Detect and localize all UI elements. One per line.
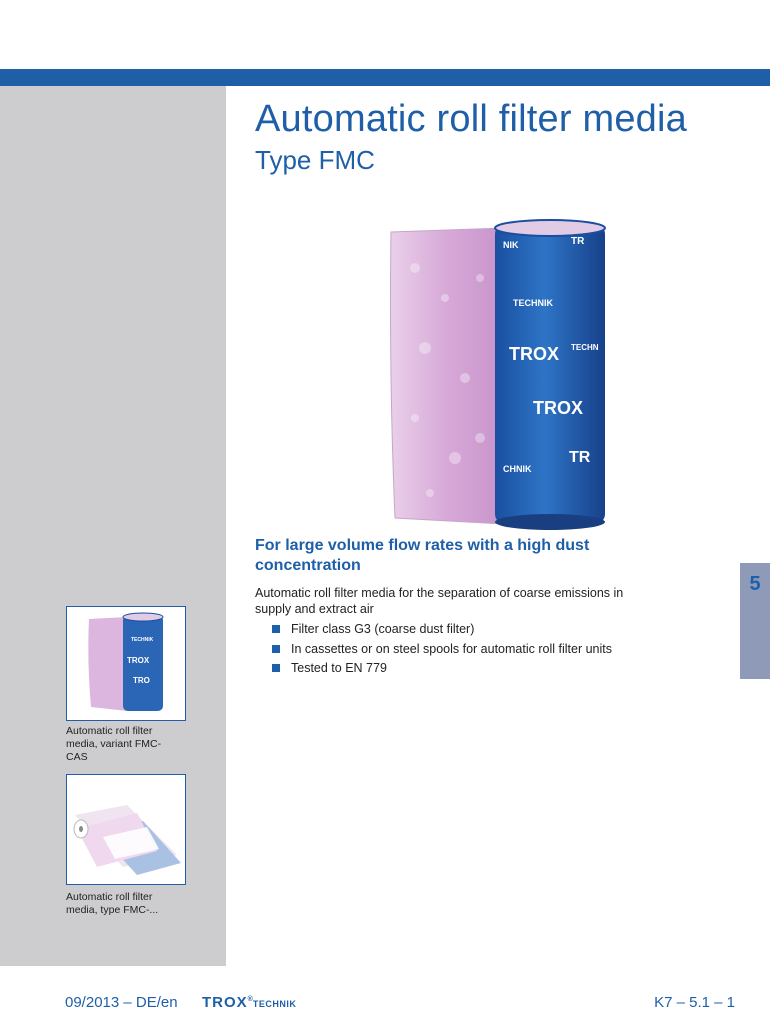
chapter-number: 5	[749, 573, 761, 595]
svg-text:TECHNIK: TECHNIK	[513, 298, 553, 308]
svg-text:TECHN: TECHN	[571, 343, 599, 352]
feature-item: Tested to EN 779	[272, 659, 612, 679]
svg-text:TECHNIK: TECHNIK	[131, 637, 154, 643]
feature-list	[272, 620, 612, 679]
svg-text:TR: TR	[571, 236, 585, 247]
svg-text:TR: TR	[569, 449, 591, 466]
svg-text:TROX: TROX	[509, 344, 560, 364]
figure-caption: Automatic roll filter media, variant FMC-CAS	[66, 725, 162, 763]
feature-item: In cassettes or on steel spools for automatic roll filter units	[272, 640, 612, 660]
filter-roll	[495, 224, 605, 524]
chapter-tab[interactable]	[740, 563, 770, 679]
svg-text:TRO: TRO	[133, 676, 150, 685]
svg-text:CHNIK: CHNIK	[503, 464, 532, 474]
product-image-roll-filter	[385, 218, 615, 540]
feature-item: Filter class G3 (coarse dust filter)	[272, 620, 612, 640]
svg-text:TROX: TROX	[533, 398, 584, 418]
bullet-square-icon	[272, 664, 280, 672]
footer-date-language: 09/2013 – DE/en	[65, 994, 178, 1011]
bullet-square-icon	[272, 645, 280, 653]
figure-thumbnail-fmc-cas	[66, 606, 186, 721]
bullet-square-icon	[272, 625, 280, 633]
svg-text:NIK: NIK	[503, 240, 519, 250]
figure-caption: Automatic roll filter media, type FMC-...	[66, 891, 159, 916]
svg-text:TROX: TROX	[127, 656, 150, 665]
filter-sheet	[391, 228, 504, 524]
top-color-bar	[0, 69, 770, 86]
page-title: Automatic roll filter media	[255, 98, 687, 140]
trox-logo: TROX®TECHNIK	[202, 994, 297, 1011]
figure-thumbnail-fmc	[66, 774, 186, 885]
lead-paragraph: Automatic roll filter media for the separation of coarse emissions in supply and extract air	[255, 586, 624, 616]
page-subtitle: Type FMC	[255, 145, 375, 175]
footer-page-reference: K7 – 5.1 – 1	[654, 994, 735, 1011]
roll-thumbnail-image	[67, 607, 185, 720]
section-headline: For large volume flow rates with a high dust concentration	[255, 537, 590, 574]
rolls-thumbnail-image	[67, 775, 185, 884]
